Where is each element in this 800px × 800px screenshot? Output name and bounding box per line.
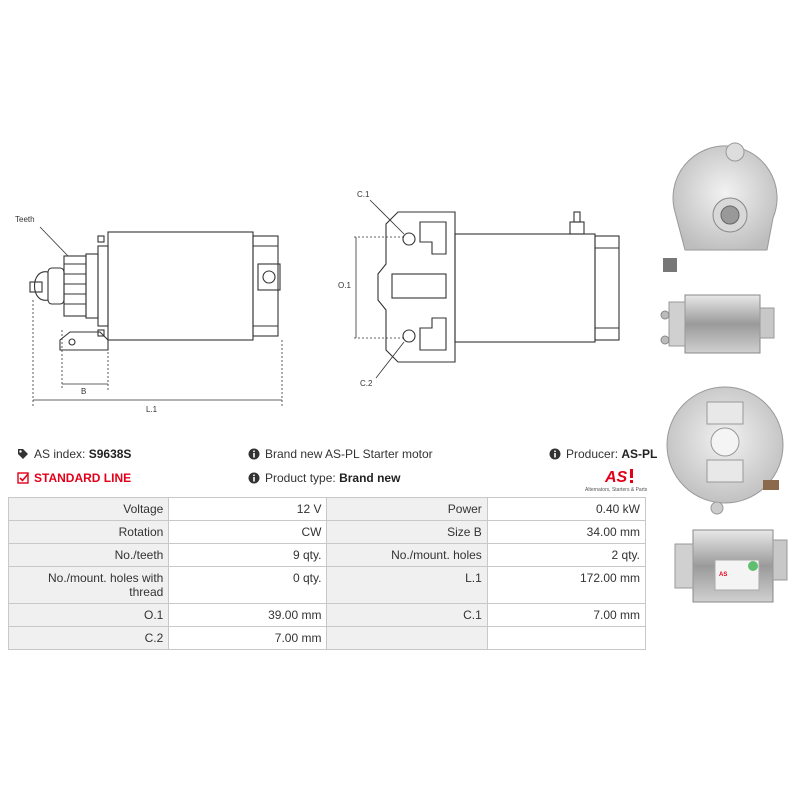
svg-text:AS: AS — [719, 572, 728, 578]
spec-row — [9, 498, 646, 521]
description-text: Brand new AS-PL Starter motor — [265, 447, 433, 461]
as-logo-text: AS — [605, 469, 628, 486]
spec-label: Size B — [327, 521, 487, 544]
spec-value: 7.00 mm — [169, 627, 327, 650]
spec-label: Voltage — [9, 498, 169, 521]
product-type-value: Brand new — [339, 471, 401, 485]
technical-drawing — [0, 150, 660, 420]
spec-table — [8, 497, 646, 650]
c1-label: C.1 — [357, 190, 370, 199]
info-icon — [549, 448, 561, 460]
spec-label: Power — [327, 498, 487, 521]
photo-rear-view — [667, 387, 783, 514]
spec-label: No./teeth — [9, 544, 169, 567]
spec-row — [9, 627, 646, 650]
spec-value: 0.40 kW — [487, 498, 645, 521]
producer-row — [549, 447, 657, 461]
product-type-label: Product type: — [265, 471, 336, 485]
spec-value — [487, 627, 645, 650]
as-index-row — [17, 447, 131, 461]
info-icon — [248, 448, 260, 460]
description-row — [248, 447, 433, 461]
spec-value: 34.00 mm — [487, 521, 645, 544]
spec-value: 9 qty. — [169, 544, 327, 567]
spec-value: 12 V — [169, 498, 327, 521]
as-index-value: S9638S — [88, 447, 132, 461]
spec-label: C.2 — [9, 627, 169, 650]
tag-icon — [17, 448, 29, 460]
spec-label: No./mount. holes with thread — [9, 567, 169, 604]
l1-label: L.1 — [146, 405, 158, 414]
b-label: B — [81, 387, 87, 396]
photo-side-view — [661, 295, 774, 353]
c2-label: C.2 — [360, 379, 373, 388]
checkbox-icon — [17, 472, 29, 484]
as-logo-mark — [603, 466, 637, 486]
product-type-row — [248, 471, 400, 485]
as-logo-tagline: Alternators, Starters & Parts — [585, 487, 648, 493]
spec-row — [9, 521, 646, 544]
spec-value: 0 qty. — [169, 567, 327, 604]
producer-label: Producer: — [566, 447, 619, 461]
spec-value: 172.00 mm — [487, 567, 645, 604]
standard-line-label: STANDARD LINE — [34, 471, 132, 485]
spec-row — [9, 567, 646, 604]
as-logo — [585, 466, 655, 496]
info-icon — [248, 472, 260, 484]
spec-label: Rotation — [9, 521, 169, 544]
spec-label: L.1 — [327, 567, 487, 604]
spec-value: 2 qty. — [487, 544, 645, 567]
spec-value: 7.00 mm — [487, 604, 645, 627]
spec-label: No./mount. holes — [327, 544, 487, 567]
photo-front-view — [663, 143, 777, 272]
as-index-label: AS index: — [34, 447, 86, 461]
standard-line-row — [17, 471, 131, 485]
o1-label: O.1 — [338, 281, 351, 290]
photo-label-view — [675, 530, 787, 602]
spec-value: CW — [169, 521, 327, 544]
spec-value: 39.00 mm — [169, 604, 327, 627]
producer-value: AS-PL — [621, 447, 658, 461]
product-photos — [655, 140, 800, 620]
spec-row — [9, 604, 646, 627]
spec-label — [327, 627, 487, 650]
spec-label: C.1 — [327, 604, 487, 627]
spec-label: O.1 — [9, 604, 169, 627]
spec-row — [9, 544, 646, 567]
teeth-label: Teeth — [15, 215, 35, 224]
